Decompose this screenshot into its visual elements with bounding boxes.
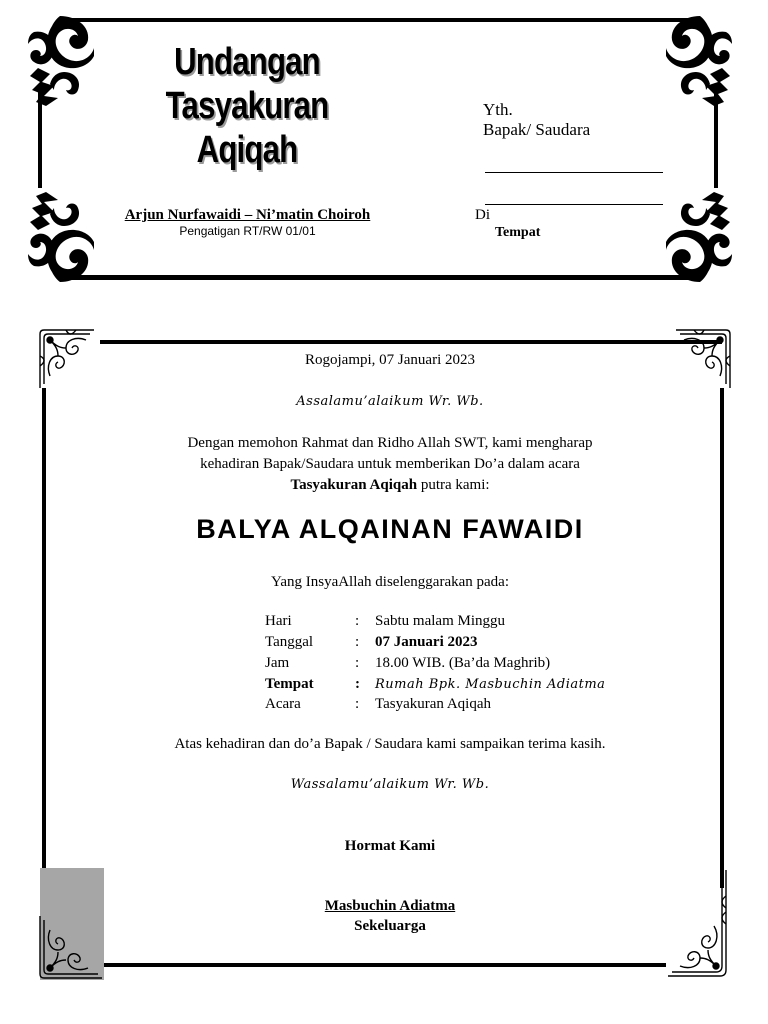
invitation-body <box>100 433 680 496</box>
recipient-title: Bapak/ Saudara <box>483 120 591 139</box>
event-name-bold: Tasyakuran Aqiqah <box>290 477 418 493</box>
sender-address: Pengatigan RT/RW 01/01 <box>179 224 316 238</box>
body-line-2: kehadiran Bapak/Saudara untuk memberikan Do’a dalam acara <box>200 456 580 472</box>
regards: Hormat Kami <box>344 838 436 854</box>
thanks-text: Atas kehadiran dan do’a Bapak / Saudara kami sampaikan terima kasih. <box>174 736 606 752</box>
detail-label: Jam <box>265 655 290 671</box>
di-label: Di <box>475 207 490 223</box>
title-line-1: Undangan <box>174 41 320 83</box>
closing-greeting: Wassalamu’alaikum Wr. Wb. <box>290 777 490 792</box>
place-label: Tempat <box>495 225 541 240</box>
filigree-corner-top-right-icon <box>672 326 734 392</box>
invitation-title <box>136 40 357 172</box>
detail-value: Sabtu malam Minggu <box>375 613 505 629</box>
flourish-ornament-top-right-icon <box>664 12 736 108</box>
body-line-3 <box>100 475 680 496</box>
sender-name: Arjun Nurfawaidi – Ni’matin Choiroh <box>124 207 371 223</box>
flourish-ornament-bottom-left-icon <box>24 190 96 286</box>
detail-colon: : <box>355 634 360 650</box>
signatory-suffix: Sekeluarga <box>354 918 426 934</box>
body-line-3-rest: putra kami: <box>417 477 490 493</box>
envelope-top-border <box>68 18 688 22</box>
detail-value: 07 Januari 2023 <box>375 634 478 650</box>
recipient-salutation: Yth. <box>483 100 513 119</box>
detail-label: Acara <box>265 696 301 712</box>
body-line-1: Dengan memohon Rahmat dan Ridho Allah SWT, kami mengharap <box>187 435 593 451</box>
detail-colon: : <box>355 655 360 671</box>
flourish-ornament-bottom-right-icon <box>664 190 736 286</box>
detail-value: Tasyakuran Aqiqah <box>375 696 492 712</box>
recipient-name-line-2 <box>485 204 663 205</box>
filigree-corner-top-left-icon <box>36 326 98 392</box>
recipient-name-line <box>485 172 663 173</box>
title-line-2: Tasyakuran Aqiqah <box>165 85 329 171</box>
place-date: Rogojampi, 07 Januari 2023 <box>305 352 475 368</box>
detail-colon: : <box>355 676 360 692</box>
detail-colon: : <box>355 613 360 629</box>
envelope-bottom-border <box>68 275 688 280</box>
signatory-name: Masbuchin Adiatma <box>324 898 456 914</box>
opening-greeting: Assalamu’alaikum Wr. Wb. <box>296 394 484 409</box>
filigree-corner-bottom-left-icon <box>36 912 106 982</box>
detail-colon: : <box>355 696 360 712</box>
recipient-block <box>483 100 590 140</box>
child-name: BALYA ALQAINAN FAWAIDI <box>196 514 584 544</box>
detail-value: 18.00 WIB. (Ba’da Maghrib) <box>375 655 551 671</box>
schedule-intro: Yang InsyaAllah diselenggarakan pada: <box>271 574 509 590</box>
detail-label: Tempat <box>265 676 314 692</box>
detail-label: Tanggal <box>265 634 314 650</box>
detail-value: Rumah Bpk. Masbuchin Adiatma <box>375 677 606 692</box>
flourish-ornament-top-left-icon <box>24 12 96 108</box>
detail-label: Hari <box>265 613 292 629</box>
